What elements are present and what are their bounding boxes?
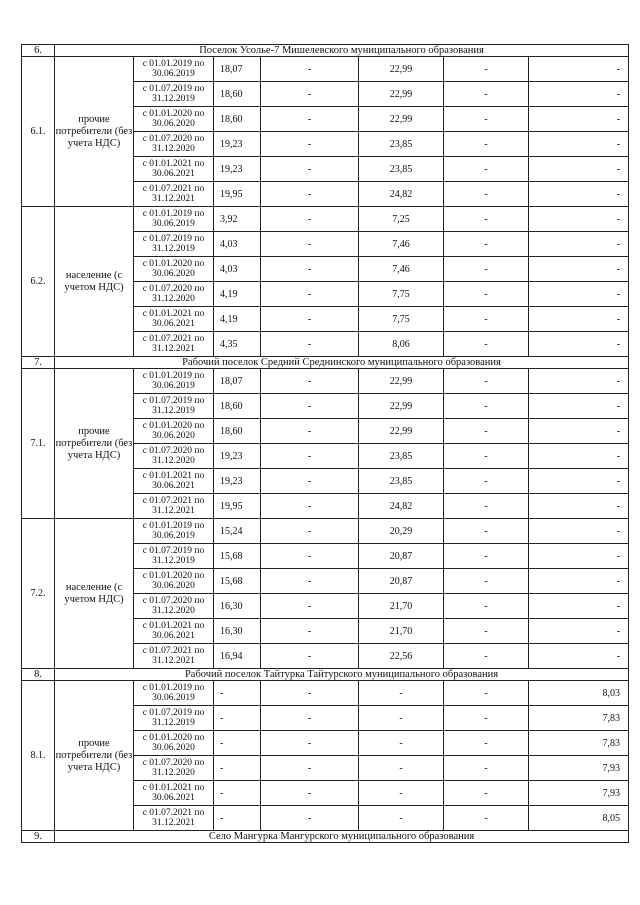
period-cell: с 01.01.2021 по 30.06.2021 [134, 619, 214, 644]
value-cell: - [261, 806, 359, 831]
table-row [22, 57, 629, 82]
section-title: Рабочий поселок Средний Среднинского муниципального образования [55, 357, 629, 369]
value-cell: 22,56 [359, 644, 444, 669]
period-cell: с 01.01.2019 по 30.06.2019 [134, 207, 214, 232]
period-cell: с 01.07.2020 по 31.12.2020 [134, 594, 214, 619]
table-row [22, 207, 629, 232]
value-cell: - [214, 681, 261, 706]
value-cell: - [214, 806, 261, 831]
value-cell: - [261, 781, 359, 806]
value-cell: - [261, 57, 359, 82]
value-cell: - [444, 207, 529, 232]
value-cell: - [529, 57, 629, 82]
table-body [22, 45, 629, 843]
value-cell: 22,99 [359, 107, 444, 132]
value-cell: 20,87 [359, 569, 444, 594]
value-cell: - [261, 731, 359, 756]
period-cell: с 01.07.2021 по 31.12.2021 [134, 494, 214, 519]
value-cell: 18,07 [214, 369, 261, 394]
value-cell: - [444, 469, 529, 494]
period-cell: с 01.07.2020 по 31.12.2020 [134, 132, 214, 157]
consumer-category: население (с учетом НДС) [55, 519, 134, 669]
value-cell: - [444, 369, 529, 394]
value-cell: - [214, 706, 261, 731]
value-cell: 21,70 [359, 619, 444, 644]
value-cell: 20,29 [359, 519, 444, 544]
consumer-category: прочие потребители (без учета НДС) [55, 369, 134, 519]
value-cell: - [444, 569, 529, 594]
value-cell: - [261, 82, 359, 107]
value-cell: - [261, 232, 359, 257]
value-cell: 4,03 [214, 257, 261, 282]
value-cell: - [261, 681, 359, 706]
value-cell: - [444, 619, 529, 644]
value-cell: - [444, 107, 529, 132]
value-cell: 23,85 [359, 157, 444, 182]
period-cell: с 01.07.2019 по 31.12.2019 [134, 394, 214, 419]
section-title: Село Мангурка Мангурского муниципального образования [55, 831, 629, 843]
value-cell: - [261, 469, 359, 494]
value-cell: - [261, 494, 359, 519]
period-cell: с 01.01.2021 по 30.06.2021 [134, 157, 214, 182]
value-cell: 7,75 [359, 307, 444, 332]
value-cell: 23,85 [359, 444, 444, 469]
period-cell: с 01.01.2021 по 30.06.2021 [134, 469, 214, 494]
value-cell: - [444, 419, 529, 444]
value-cell: - [529, 107, 629, 132]
value-cell: - [214, 756, 261, 781]
value-cell: - [444, 257, 529, 282]
period-cell: с 01.07.2021 по 31.12.2021 [134, 644, 214, 669]
value-cell: - [529, 394, 629, 419]
value-cell: 22,99 [359, 57, 444, 82]
value-cell: 19,23 [214, 469, 261, 494]
value-cell: 7,75 [359, 282, 444, 307]
period-cell: с 01.07.2021 по 31.12.2021 [134, 182, 214, 207]
table-row [22, 369, 629, 394]
value-cell: - [261, 519, 359, 544]
value-cell: 15,68 [214, 544, 261, 569]
value-cell: - [261, 107, 359, 132]
section-header-row [22, 357, 629, 369]
period-cell: с 01.07.2021 по 31.12.2021 [134, 332, 214, 357]
value-cell: - [444, 756, 529, 781]
value-cell: 3,92 [214, 207, 261, 232]
period-cell: с 01.01.2019 по 30.06.2019 [134, 681, 214, 706]
value-cell: - [529, 332, 629, 357]
period-cell: с 01.07.2019 по 31.12.2019 [134, 82, 214, 107]
value-cell: - [261, 207, 359, 232]
value-cell: - [529, 544, 629, 569]
value-cell: - [261, 394, 359, 419]
value-cell: 7,93 [529, 756, 629, 781]
value-cell: 18,07 [214, 57, 261, 82]
value-cell: 22,99 [359, 82, 444, 107]
value-cell: 18,60 [214, 394, 261, 419]
period-cell: с 01.01.2019 по 30.06.2019 [134, 369, 214, 394]
value-cell: 20,87 [359, 544, 444, 569]
value-cell: 23,85 [359, 469, 444, 494]
value-cell: 8,03 [529, 681, 629, 706]
value-cell: - [444, 307, 529, 332]
period-cell: с 01.01.2020 по 30.06.2020 [134, 107, 214, 132]
value-cell: 22,99 [359, 369, 444, 394]
value-cell: - [529, 157, 629, 182]
group-number: 7.1. [22, 369, 55, 519]
value-cell: - [261, 594, 359, 619]
value-cell: - [529, 494, 629, 519]
group-number: 7.2. [22, 519, 55, 669]
period-cell: с 01.01.2020 по 30.06.2020 [134, 257, 214, 282]
value-cell: - [529, 82, 629, 107]
value-cell: - [529, 619, 629, 644]
value-cell: - [444, 544, 529, 569]
value-cell: 19,23 [214, 157, 261, 182]
table-row [22, 519, 629, 544]
value-cell: - [261, 444, 359, 469]
value-cell: 18,60 [214, 107, 261, 132]
value-cell: - [444, 644, 529, 669]
value-cell: 16,30 [214, 619, 261, 644]
period-cell: с 01.07.2019 по 31.12.2019 [134, 544, 214, 569]
value-cell: 7,93 [529, 781, 629, 806]
value-cell: - [444, 394, 529, 419]
value-cell: - [261, 756, 359, 781]
value-cell: - [261, 257, 359, 282]
consumer-category: население (с учетом НДС) [55, 207, 134, 357]
value-cell: 7,46 [359, 257, 444, 282]
value-cell: - [444, 332, 529, 357]
value-cell: 22,99 [359, 394, 444, 419]
section-number: 7. [22, 357, 55, 369]
value-cell: - [261, 307, 359, 332]
period-cell: с 01.07.2019 по 31.12.2019 [134, 706, 214, 731]
value-cell: - [261, 569, 359, 594]
section-header-row [22, 669, 629, 681]
section-header-row [22, 45, 629, 57]
value-cell: - [444, 594, 529, 619]
value-cell: 8,05 [529, 806, 629, 831]
value-cell: 8,06 [359, 332, 444, 357]
value-cell: 7,83 [529, 706, 629, 731]
value-cell: - [529, 469, 629, 494]
section-title: Поселок Усолье-7 Мишелевского муниципального образования [55, 45, 629, 57]
period-cell: с 01.01.2020 по 30.06.2020 [134, 569, 214, 594]
value-cell: 4,03 [214, 232, 261, 257]
value-cell: 7,83 [529, 731, 629, 756]
value-cell: 22,99 [359, 419, 444, 444]
value-cell: - [444, 444, 529, 469]
value-cell: - [444, 157, 529, 182]
value-cell: 19,95 [214, 494, 261, 519]
value-cell: - [444, 132, 529, 157]
value-cell: 7,25 [359, 207, 444, 232]
value-cell: - [529, 369, 629, 394]
value-cell: 16,30 [214, 594, 261, 619]
section-number: 9. [22, 831, 55, 843]
value-cell: - [529, 519, 629, 544]
value-cell: - [444, 494, 529, 519]
value-cell: - [529, 257, 629, 282]
value-cell: - [444, 706, 529, 731]
value-cell: - [359, 756, 444, 781]
period-cell: с 01.01.2020 по 30.06.2020 [134, 419, 214, 444]
period-cell: с 01.01.2019 по 30.06.2019 [134, 57, 214, 82]
value-cell: - [444, 731, 529, 756]
value-cell: 15,24 [214, 519, 261, 544]
value-cell: - [261, 619, 359, 644]
value-cell: - [444, 232, 529, 257]
value-cell: 7,46 [359, 232, 444, 257]
value-cell: - [529, 232, 629, 257]
consumer-category: прочие потребители (без учета НДС) [55, 681, 134, 831]
period-cell: с 01.07.2021 по 31.12.2021 [134, 806, 214, 831]
value-cell: - [529, 594, 629, 619]
value-cell: - [261, 644, 359, 669]
value-cell: - [214, 731, 261, 756]
value-cell: 19,23 [214, 444, 261, 469]
value-cell: - [529, 444, 629, 469]
value-cell: - [261, 132, 359, 157]
value-cell: 23,85 [359, 132, 444, 157]
value-cell: - [529, 182, 629, 207]
value-cell: 24,82 [359, 494, 444, 519]
period-cell: с 01.01.2021 по 30.06.2021 [134, 781, 214, 806]
value-cell: - [359, 731, 444, 756]
value-cell: - [529, 419, 629, 444]
value-cell: - [359, 781, 444, 806]
value-cell: - [529, 282, 629, 307]
value-cell: - [529, 132, 629, 157]
value-cell: - [444, 781, 529, 806]
value-cell: - [359, 806, 444, 831]
value-cell: 15,68 [214, 569, 261, 594]
value-cell: - [261, 706, 359, 731]
value-cell: 4,19 [214, 282, 261, 307]
value-cell: - [359, 681, 444, 706]
period-cell: с 01.01.2021 по 30.06.2021 [134, 307, 214, 332]
value-cell: - [261, 282, 359, 307]
value-cell: - [261, 369, 359, 394]
tariff-table [21, 44, 629, 843]
value-cell: - [261, 182, 359, 207]
section-number: 6. [22, 45, 55, 57]
value-cell: 4,19 [214, 307, 261, 332]
table-row [22, 681, 629, 706]
period-cell: с 01.07.2020 по 31.12.2020 [134, 282, 214, 307]
value-cell: - [444, 57, 529, 82]
value-cell: - [444, 282, 529, 307]
value-cell: 16,94 [214, 644, 261, 669]
value-cell: - [444, 519, 529, 544]
period-cell: с 01.07.2020 по 31.12.2020 [134, 444, 214, 469]
period-cell: с 01.01.2020 по 30.06.2020 [134, 731, 214, 756]
value-cell: - [359, 706, 444, 731]
group-number: 6.2. [22, 207, 55, 357]
value-cell: - [529, 644, 629, 669]
value-cell: 18,60 [214, 82, 261, 107]
value-cell: - [261, 332, 359, 357]
value-cell: - [444, 182, 529, 207]
value-cell: - [214, 781, 261, 806]
value-cell: 24,82 [359, 182, 444, 207]
group-number: 6.1. [22, 57, 55, 207]
value-cell: - [444, 806, 529, 831]
value-cell: 21,70 [359, 594, 444, 619]
group-number: 8.1. [22, 681, 55, 831]
consumer-category: прочие потребители (без учета НДС) [55, 57, 134, 207]
value-cell: - [261, 157, 359, 182]
value-cell: - [261, 419, 359, 444]
value-cell: 18,60 [214, 419, 261, 444]
value-cell: - [529, 307, 629, 332]
value-cell: 4,35 [214, 332, 261, 357]
value-cell: 19,95 [214, 182, 261, 207]
period-cell: с 01.07.2019 по 31.12.2019 [134, 232, 214, 257]
period-cell: с 01.01.2019 по 30.06.2019 [134, 519, 214, 544]
value-cell: - [529, 207, 629, 232]
value-cell: - [444, 82, 529, 107]
value-cell: 19,23 [214, 132, 261, 157]
value-cell: - [529, 569, 629, 594]
period-cell: с 01.07.2020 по 31.12.2020 [134, 756, 214, 781]
section-title: Рабочий поселок Тайтурка Тайтурского муниципального образования [55, 669, 629, 681]
section-number: 8. [22, 669, 55, 681]
section-header-row [22, 831, 629, 843]
value-cell: - [261, 544, 359, 569]
value-cell: - [444, 681, 529, 706]
